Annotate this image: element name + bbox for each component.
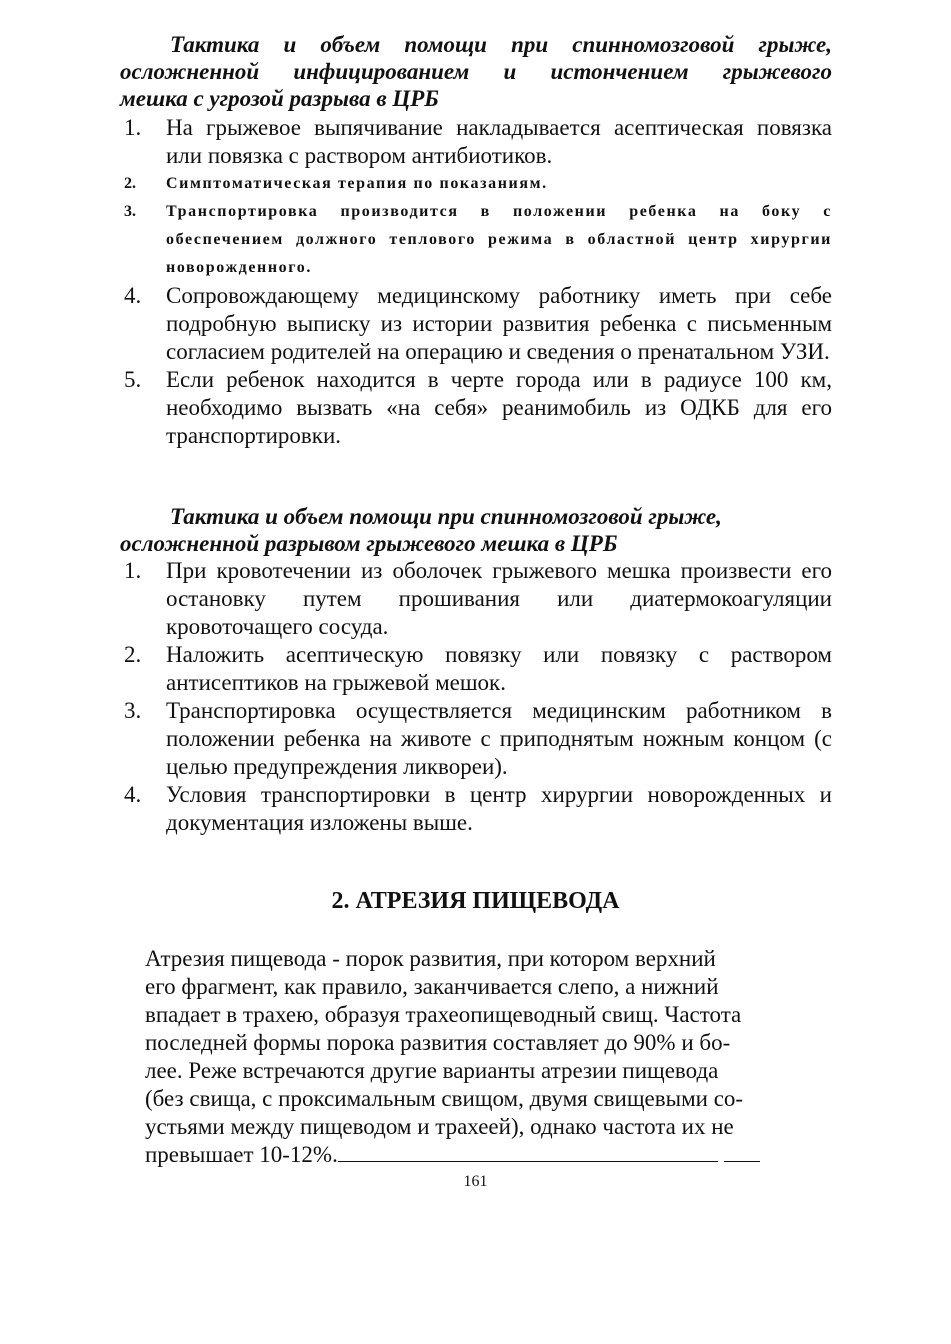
heading-line: мешка с угрозой разрыва в ЦРБ [120,86,439,111]
item-number: 4. [124,283,142,308]
list-item [120,114,832,170]
item-text: Если ребенок находится в черте города или в радиусе 100 км, необходимо вызвать «на себя» реанимобиль из ОДКБ для его транспортировки. [166,367,832,448]
heading-line: Тактика и объем помощи при спинномозговой грыже, [170,32,832,57]
underline-rule-short [724,1141,760,1162]
item-text: Наложить асептическую повязку или повязку с раствором антисептиков на грыжевой мешок. [166,642,832,695]
paragraph-line: Атрезия пищевода - порок развития, при котором верхний [145,946,716,971]
paragraph-last-line [145,1141,797,1169]
paragraph-line: его фрагмент, как правило, заканчивается слепо, а нижний [145,974,719,999]
page-number: 161 [463,1173,488,1190]
numbered-list-ruptured [120,557,832,837]
item-text: Симптоматическая терапия по показаниям. [166,175,548,192]
item-number: 5. [124,367,142,392]
item-number: 1. [124,558,142,583]
item-number: 3. [124,203,136,220]
item-text: На грыжевое выпячивание накладывается асептическая повязка или повязка с раствором антибиотиков. [166,115,832,168]
paragraph-line: впадает в трахею, образуя трахеопищеводный свищ. Частота [145,1002,742,1027]
item-number: 2. [124,642,142,667]
item-number: 2. [124,175,136,192]
list-item [120,557,832,641]
heading-line: осложненной инфицированием и истончением грыжевого [120,59,832,84]
paragraph-line: устьями между пищеводом и трахеей), однако частота их не [145,1114,734,1139]
chapter-intro-paragraph [145,945,797,1169]
underline-rule [338,1141,718,1162]
chapter-title: 2. АТРЕЗИЯ ПИЩЕВОДА [331,888,620,914]
section-heading-infected [120,31,832,112]
list-item [120,641,832,697]
item-text: Сопровождающему медицинскому работнику иметь при себе подробную выписку из истории развития ребенка с письменным согласием родителей на операцию и сведения о пренатальном УЗИ. [166,283,832,364]
item-text: Условия транспортировки в центр хирургии новорожденных и документация изложены выше. [166,782,832,835]
paragraph-line: (без свища, с проксимальным свищом, двумя свищевыми со- [145,1086,744,1111]
list-item [120,170,832,198]
item-text: При кровотечении из оболочек грыжевого мешка произвести его остановку путем прошивания или диатермокоагуляции кровоточащего сосуда. [166,558,832,639]
paragraph-line: последней формы порока развития составляет до 90% и бо- [145,1030,731,1055]
item-text: Транспортировка производится в положении ребенка на боку с обеспечением должного теплового режима в областной центр хирургии новорожденного. [166,203,832,276]
section-heading-ruptured [120,503,832,557]
item-number: 3. [124,698,142,723]
item-number: 1. [124,115,142,140]
list-item [120,781,832,837]
paragraph-line-text: превышает 10-12%. [145,1142,338,1167]
numbered-list-infected [120,114,832,450]
heading-line: осложненной разрывом грыжевого мешка в ЦРБ [120,531,618,556]
list-item [120,282,832,366]
heading-line: Тактика и объем помощи при спинномозговой грыже, [170,504,722,529]
list-item [120,697,832,781]
paragraph-line: лее. Реже встречаются другие варианты атрезии пищевода [145,1058,719,1083]
list-item [120,366,832,450]
item-number: 4. [124,782,142,807]
item-text: Транспортировка осуществляется медицинским работником в положении ребенка на животе с приподнятым ножным концом (с целью предупреждения ликвореи). [166,698,832,779]
list-item [120,198,832,282]
